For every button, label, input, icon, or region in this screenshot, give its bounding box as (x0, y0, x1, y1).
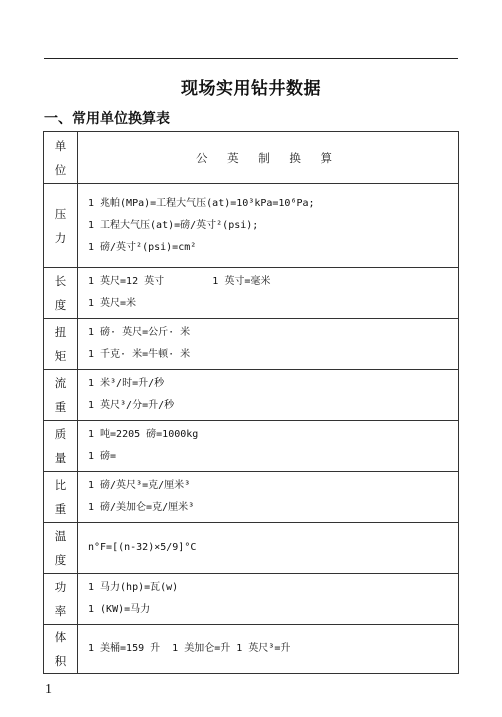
formula-cell (78, 625, 459, 674)
formula-line: 1 磅/英寸²(psi)=cm² (88, 241, 197, 253)
unit-cell: 温 度 (44, 523, 78, 574)
table-row (44, 319, 459, 370)
unit-cell: 长 度 (44, 268, 78, 319)
conversion-table (43, 131, 459, 674)
formula-line: 1 磅· 英尺=公斤· 米 (88, 327, 191, 338)
unit-cell: 扭 矩 (44, 319, 78, 370)
unit-cell: 压 力 (44, 184, 78, 268)
table-row (44, 523, 459, 574)
page-title: 现场实用钻井数据 (181, 79, 321, 99)
table-row (44, 370, 459, 421)
formula-cell (78, 268, 459, 319)
unit-cell: 流 重 (44, 370, 78, 421)
formula-line: 1 美桶=159 升 1 美加仑=升 1 英尺³=升 (88, 643, 291, 654)
formula-cell (78, 421, 459, 472)
table-row (44, 184, 459, 268)
table-row (44, 574, 459, 625)
header-formula-cell: 公 英 制 换 算 (78, 132, 459, 184)
formula-line: 1 磅= (88, 451, 117, 462)
unit-cell: 质 量 (44, 421, 78, 472)
table-row (44, 268, 459, 319)
formula-cell (78, 184, 459, 268)
unit-cell: 比 重 (44, 472, 78, 523)
formula-line: 1 马力(hp)=瓦(w) (88, 582, 179, 593)
formula-cell (78, 574, 459, 625)
formula-line: 1 磅/美加仑=克/厘米³ (88, 502, 195, 513)
formula-line: 1 兆帕(MPa)=工程大气压(at)=10³kPa=10⁶Pa; (88, 197, 315, 209)
table-row (44, 625, 459, 674)
unit-cell: 功 率 (44, 574, 78, 625)
formula-cell (78, 472, 459, 523)
formula-line: 1 工程大气压(at)=磅/英寸²(psi); (88, 219, 259, 231)
table-header-row (44, 132, 459, 184)
section-heading: 一、常用单位换算表 (44, 111, 170, 127)
formula-cell (78, 523, 459, 574)
formula-line: 1 (KW)=马力 (88, 604, 151, 615)
formula-cell (78, 319, 459, 370)
header-rule (44, 58, 458, 59)
formula-cell (78, 370, 459, 421)
formula-line: 1 吨=2205 磅=1000kg (88, 429, 199, 440)
page-number: 1 (45, 682, 52, 697)
table-row (44, 421, 459, 472)
formula-line: 1 米³/时=升/秒 (88, 378, 165, 389)
formula-line: 1 英尺=米 (88, 298, 137, 309)
header-unit-cell: 单 位 (44, 132, 78, 184)
formula-line: 1 英尺=12 英寸 1 英寸=毫米 (88, 276, 271, 287)
formula-line: 1 千克· 米=牛顿· 米 (88, 349, 191, 360)
formula-line: 1 磅/英尺³=克/厘米³ (88, 480, 191, 491)
unit-cell: 体 积 (44, 625, 78, 674)
formula-line: n°F=[(n-32)×5/9]°C (88, 542, 197, 553)
formula-line: 1 英尺³/分=升/秒 (88, 400, 175, 411)
table-row (44, 472, 459, 523)
